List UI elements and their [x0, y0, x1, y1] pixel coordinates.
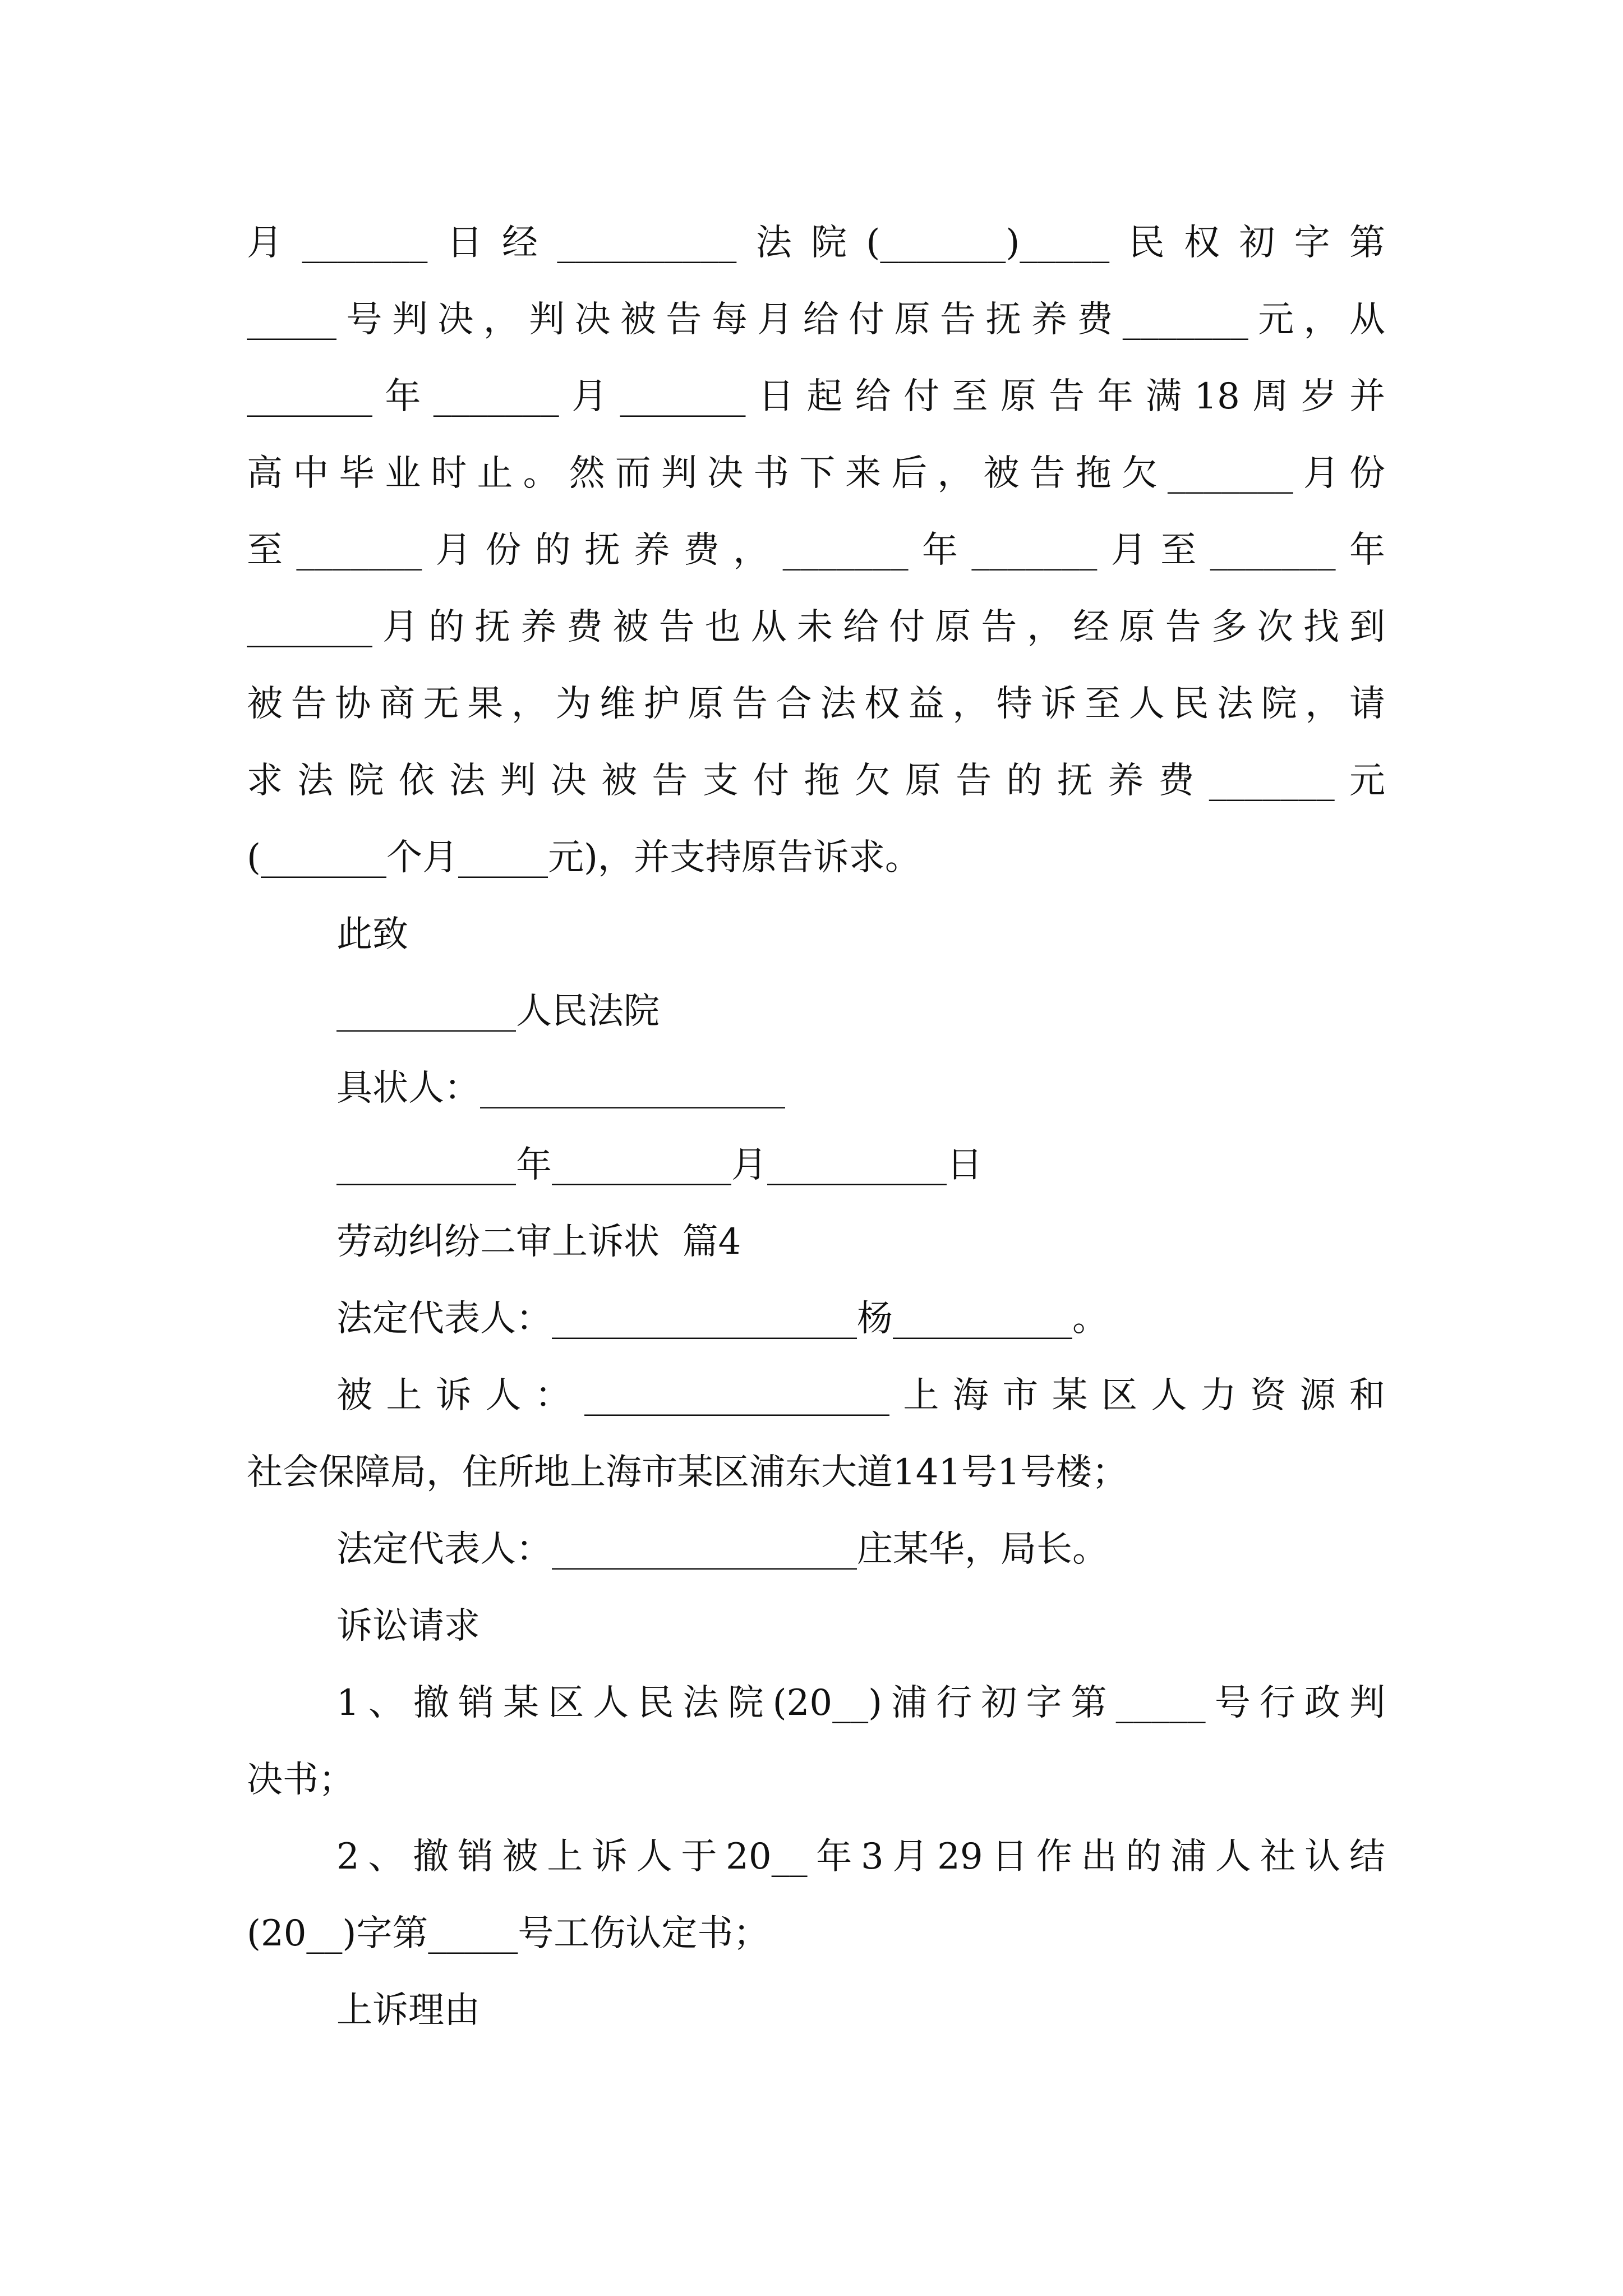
appellee-line: 被上诉人：_________________上海市某区人力资源和 — [336, 1375, 1385, 1416]
paragraph-line: 月_______日经__________法院(_______)_____民权初字第 — [247, 222, 1385, 264]
paragraph-line: _____号判决，判决被告每月给付原告抚养费_______元，从 — [247, 299, 1385, 341]
paragraph-line: 至_______月份的抚养费，_______年_______月至_______年 — [247, 530, 1385, 571]
paragraph-line: (_______个月_____元)，并支持原告诉求。 — [247, 837, 921, 878]
appeal-reasons-heading: 上诉理由 — [336, 1990, 480, 2031]
paragraph-line: _______年_______月_______日起给付至原告年满18周岁并 — [247, 376, 1385, 417]
salutation: 此致 — [336, 914, 408, 955]
paragraph-line: 高中毕业时止。然而判决书下来后，被告拖欠_______月份 — [247, 453, 1385, 494]
paragraph-line: _______月的抚养费被告也从未给付原告，经原告多次找到 — [247, 606, 1385, 648]
claim-item-1: 1、撤销某区人民法院(20__)浦行初字第_____号行政判 — [336, 1682, 1385, 1724]
legal-representative-line: 法定代表人：_________________杨__________。 — [336, 1298, 1108, 1340]
claims-heading: 诉讼请求 — [336, 1605, 480, 1647]
date-line: __________年__________月__________日 — [336, 1144, 983, 1186]
claim-item-2: 2、撤销被上诉人于20__年3月29日作出的浦人社认结 — [336, 1836, 1385, 1878]
section-title: 劳动纠纷二审上诉状 篇4 — [336, 1221, 741, 1263]
claim-item-2-continued: (20__)字第_____号工伤认定书； — [247, 1913, 769, 1954]
petitioner-signature-line: 具状人：_________________ — [336, 1068, 785, 1109]
paragraph-line: 被告协商无果，为维护原告合法权益，特诉至人民法院，请 — [247, 683, 1385, 725]
claim-item-1-continued: 决书； — [247, 1759, 354, 1801]
appellee-address-line: 社会保障局，住所地上海市某区浦东大道141号1号楼； — [247, 1452, 1128, 1493]
paragraph-line: 求法院依法判决被告支付拖欠原告的抚养费_______元 — [247, 760, 1385, 802]
legal-representative-line: 法定代表人：_________________庄某华，局长。 — [336, 1529, 1108, 1570]
court-name-line: __________人民法院 — [336, 991, 660, 1032]
